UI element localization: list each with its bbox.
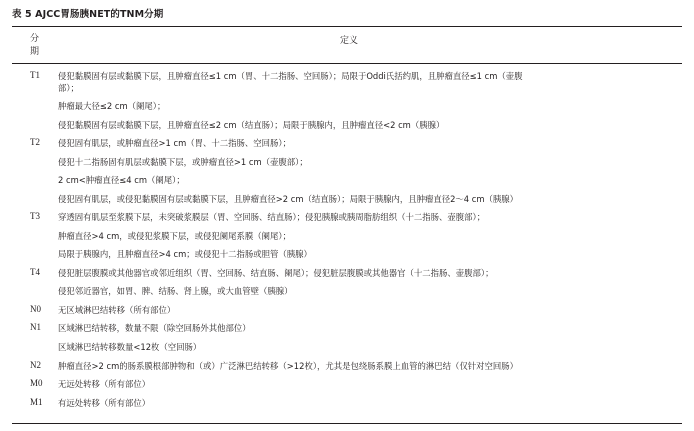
table-header-rule	[12, 63, 682, 64]
stage-category: N0	[30, 304, 41, 314]
stage-definition: 无区域淋巴结转移（所有部位）	[58, 305, 176, 315]
stage-category: T4	[30, 267, 40, 277]
stage-definition: 部）；	[58, 83, 79, 93]
stage-definition: 侵犯十二指肠固有肌层或黏膜下层，或肿瘤直径>1 cm（壶腹部）；	[58, 157, 308, 167]
stage-definition: 有远处转移（所有部位）	[58, 398, 151, 408]
header-definition: 定义	[340, 36, 359, 46]
header-category-line1: 分	[30, 34, 40, 44]
stage-definition: 侵犯脏层腹膜或其他器官或邻近组织（胃、空回肠、结直肠、阑尾）；侵犯脏层腹膜或其他器官（十二指肠、壶腹部）；	[58, 268, 494, 278]
stage-definition: 侵犯固有肌层，或侵犯黏膜固有层或黏膜下层，且肿瘤直径>2 cm（结直肠）；局限于胰腺内，且肿瘤直径2～4 cm（胰腺）	[58, 194, 519, 204]
table-bottom-rule	[12, 423, 682, 424]
stage-category: T3	[30, 211, 40, 221]
table-caption: 表 5 AJCC胃肠胰NET的TNM分期	[12, 9, 164, 20]
stage-definition: 侵犯邻近器官，如胃、脾、结肠、肾上腺，或大血管壁（胰腺）	[58, 286, 293, 296]
stage-definition: 2 cm<肿瘤直径≤4 cm（阑尾）；	[58, 175, 185, 185]
stage-definition: 无远处转移（所有部位）	[58, 379, 151, 389]
stage-category: T1	[30, 70, 40, 80]
stage-definition: 肿瘤最大径≤2 cm（阑尾）；	[58, 101, 166, 111]
stage-definition: 侵犯固有肌层，或肿瘤直径>1 cm（胃、十二指肠、空回肠）；	[58, 138, 291, 148]
stage-definition: 肿瘤直径>4 cm，或侵犯浆膜下层，或侵犯阑尾系膜（阑尾）；	[58, 231, 291, 241]
stage-category: N1	[30, 322, 41, 332]
table-top-rule	[12, 26, 682, 27]
stage-definition: 区域淋巴结转移数量<12枚（空回肠）	[58, 342, 202, 352]
stage-category: N2	[30, 360, 41, 370]
stage-definition: 侵犯黏膜固有层或黏膜下层，且肿瘤直径≤1 cm（胃、十二指肠、空回肠）；局限于Oddi氏括约肌，且肿瘤直径≤1 cm（壶腹	[58, 71, 523, 81]
stage-category: M0	[30, 378, 43, 388]
header-category	[30, 33, 44, 59]
stage-definition: 区域淋巴结转移，数量不限（除空回肠外其他部位）	[58, 323, 251, 333]
header-category-line2: 期	[30, 47, 40, 57]
stage-definition: 穿透固有肌层至浆膜下层，未突破浆膜层（胃、空回肠、结直肠）；侵犯胰腺或胰周脂肪组织（十二指肠、壶腹部）；	[58, 212, 486, 222]
stage-definition: 局限于胰腺内，且肿瘤直径>4 cm；或侵犯十二指肠或胆管（胰腺）	[58, 249, 312, 259]
stage-definition: 肿瘤直径>2 cm的肠系膜根部肿物和（或）广泛淋巴结转移（>12枚），尤其是包绕肠系膜上血管的淋巴结（仅针对空回肠）	[58, 361, 518, 371]
stage-category: M1	[30, 397, 43, 407]
stage-category: T2	[30, 137, 40, 147]
stage-definition: 侵犯黏膜固有层或黏膜下层，且肿瘤直径≤2 cm（结直肠）；局限于胰腺内，且肿瘤直径<2 cm（胰腺）	[58, 120, 445, 130]
